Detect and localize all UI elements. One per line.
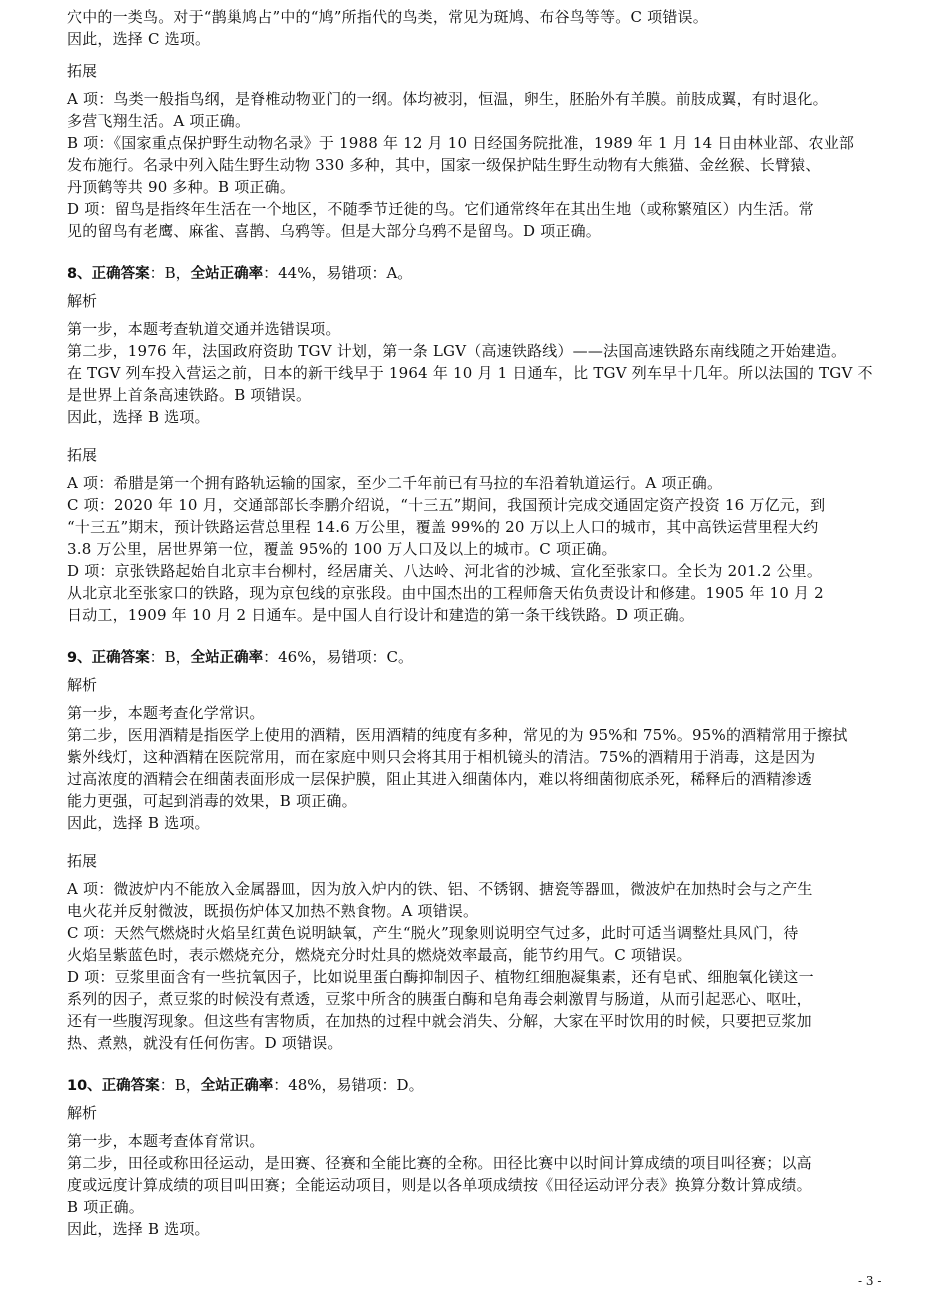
text-line: 日动工，1909 年 10 月 2 日通车。是中国人自行设计和建造的第一条干线铁路。D 项正确。: [67, 606, 695, 624]
text-line: 发布施行。名录中列入陆生野生动物 330 多种，其中，国家一级保护陆生野生动物有大熊猫、金丝猴、长臂猿、: [67, 156, 821, 174]
q7-expand-block: [67, 88, 887, 242]
text-line: B 项正确。: [67, 1198, 144, 1216]
text-line: D 项：京张铁路起始自北京丰台柳村，经居庸关、八达岭、河北省的沙城、宣化至张家口。全长为 201.2 公里。: [67, 562, 823, 580]
intro-block: [67, 6, 887, 50]
answer-label: 正确答案: [91, 650, 150, 666]
q9-expand-block: [67, 878, 887, 1054]
text-line: B 项：《国家重点保护野生动物名录》于 1988 年 12 月 10 日经国务院批准，1989 年 1 月 14 日由林业部、农业部: [67, 134, 855, 152]
text-line: 第二步，医用酒精是指医学上使用的酒精，医用酒精的纯度有多种，常见的为 95%和 75%。95%的酒精常用于擦拭: [67, 726, 848, 744]
q10-analysis-block: [67, 1130, 887, 1240]
page-number: - 3 -: [858, 1274, 882, 1288]
text-line: 热、煮熟，就没有任何伤害。D 项错误。: [67, 1034, 343, 1052]
text-line: 紫外线灯，这种酒精在医院常用，而在家庭中则只会将其用于相机镜头的清洁。75%的酒精用于消毒，这是因为: [67, 748, 816, 766]
text-line: 因此，选择 B 选项。: [67, 408, 210, 426]
text-line: 过高浓度的酒精会在细菌表面形成一层保护膜，阻止其进入细菌体内，难以将细菌彻底杀死，稀释后的酒精渗透: [67, 770, 812, 788]
text-line: 在 TGV 列车投入营运之前，日本的新干线早于 1964 年 10 月 1 日通车，比 TGV 列车早十几年。所以法国的 TGV 不: [67, 364, 873, 382]
text-line: D 项：豆浆里面含有一些抗氧因子，比如说里蛋白酶抑制因子、植物红细胞凝集素，还有皂甙、细胞氧化镁这一: [67, 968, 814, 986]
q8-expand-block: [67, 472, 887, 626]
question-number: 8、: [67, 266, 92, 282]
text-line: 因此，选择 C 选项。: [67, 30, 211, 48]
answer-label: 正确答案: [91, 266, 150, 282]
text-line: 第一步，本题考查化学常识。: [67, 704, 265, 722]
text-line: 多营飞翔生活。A 项正确。: [67, 112, 251, 130]
text-line: A 项：希腊是第一个拥有路轨运输的国家，至少二千年前已有马拉的车沿着轨道运行。A 项正确。: [67, 474, 723, 492]
text-line: 因此，选择 B 选项。: [67, 1220, 210, 1238]
q10-heading: [67, 1074, 887, 1096]
q9-heading: [67, 646, 887, 668]
rate-value: ：46%，易错项：C。: [263, 648, 413, 666]
text-line: 系列的因子，煮豆浆的时候没有煮透，豆浆中所含的胰蛋白酶和皂角毒会刺激胃与肠道，从而引起恶心、呕吐，: [67, 990, 812, 1008]
text-line: 度或远度计算成绩的项目叫田赛；全能运动项目，则是以各单项成绩按《田径运动评分表》换算分数计算成绩。: [67, 1176, 812, 1194]
rate-label: 全站正确率: [200, 1078, 274, 1094]
question-number: 9、: [67, 650, 92, 666]
q10-analysis-label: 解析: [67, 1104, 98, 1122]
text-line: C 项：天然气燃烧时火焰呈红黄色说明缺氧，产生“脱火”现象则说明空气过多，此时可适当调整灶具风门，待: [67, 924, 799, 942]
rate-value: ：48%，易错项：D。: [273, 1076, 424, 1094]
text-line: 第二步，田径或称田径运动，是田赛、径赛和全能比赛的全称。田径比赛中以时间计算成绩的项目叫径赛；以高: [67, 1154, 812, 1172]
text-line: 能力更强，可起到消毒的效果，B 项正确。: [67, 792, 357, 810]
text-line: 是世界上首条高速铁路。B 项错误。: [67, 386, 312, 404]
q7-expand-label: 拓展: [67, 62, 98, 80]
q9-analysis-block: [67, 702, 887, 834]
q9-expand-label: 拓展: [67, 852, 98, 870]
text-line: “十三五”期末，预计铁路运营总里程 14.6 万公里，覆盖 99%的 20 万以上人口的城市，其中高铁运营里程大约: [67, 518, 819, 536]
question-number: 10、: [67, 1078, 102, 1094]
text-line: 还有一些腹泻现象。但这些有害物质，在加热的过程中就会消失、分解，大家在平时饮用的时候，只要把豆浆加: [67, 1012, 812, 1030]
q8-expand-label: 拓展: [67, 446, 98, 464]
text-line: 第二步，1976 年，法国政府资助 TGV 计划，第一条 LGV（高速铁路线）——法国高速铁路东南线随之开始建造。: [67, 342, 847, 360]
answer-value: ：B，: [149, 264, 191, 282]
q8-heading: [67, 262, 887, 284]
rate-value: ：44%，易错项：A。: [263, 264, 413, 282]
text-line: 穴中的一类鸟。对于“鹊巢鸠占”中的“鸠”所指代的鸟类，常见为斑鸠、布谷鸟等等。C 项错误。: [67, 8, 708, 26]
text-line: 见的留鸟有老鹰、麻雀、喜鹊、乌鸦等。但是大部分乌鸦不是留鸟。D 项正确。: [67, 222, 601, 240]
q8-analysis-label: 解析: [67, 292, 98, 310]
text-line: 电火花并反射微波，既损伤炉体又加热不熟食物。A 项错误。: [67, 902, 479, 920]
answer-value: ：B，: [159, 1076, 201, 1094]
text-line: 火焰呈紫蓝色时，表示燃烧充分，燃烧充分时灶具的燃烧效率最高，能节约用气。C 项错误。: [67, 946, 692, 964]
text-line: 3.8 万公里，居世界第一位，覆盖 95%的 100 万人口及以上的城市。C 项正确。: [67, 540, 617, 558]
text-line: 第一步，本题考查体育常识。: [67, 1132, 265, 1150]
text-line: A 项：鸟类一般指鸟纲，是脊椎动物亚门的一纲。体均被羽，恒温，卵生，胚胎外有羊膜。前肢成翼，有时退化。: [67, 90, 828, 108]
text-line: 第一步，本题考查轨道交通并选错误项。: [67, 320, 341, 338]
text-line: D 项：留鸟是指终年生活在一个地区，不随季节迁徙的鸟。它们通常终年在其出生地（或称繁殖区）内生活。常: [67, 200, 814, 218]
rate-label: 全站正确率: [190, 650, 264, 666]
q8-analysis-block: [67, 318, 887, 428]
text-line: 从北京北至张家口的铁路，现为京包线的京张段。由中国杰出的工程师詹天佑负责设计和修建。1905 年 10 月 2: [67, 584, 824, 602]
answer-value: ：B，: [149, 648, 191, 666]
text-line: 因此，选择 B 选项。: [67, 814, 210, 832]
q9-analysis-label: 解析: [67, 676, 98, 694]
answer-label: 正确答案: [101, 1078, 160, 1094]
text-line: A 项：微波炉内不能放入金属器皿，因为放入炉内的铁、铝、不锈钢、搪瓷等器皿，微波炉在加热时会与之产生: [67, 880, 813, 898]
text-line: 丹顶鹤等共 90 多种。B 项正确。: [67, 178, 296, 196]
rate-label: 全站正确率: [190, 266, 264, 282]
text-line: C 项：2020 年 10 月，交通部部长李鹏介绍说，“十三五”期间，我国预计完成交通固定资产投资 16 万亿元，到: [67, 496, 826, 514]
